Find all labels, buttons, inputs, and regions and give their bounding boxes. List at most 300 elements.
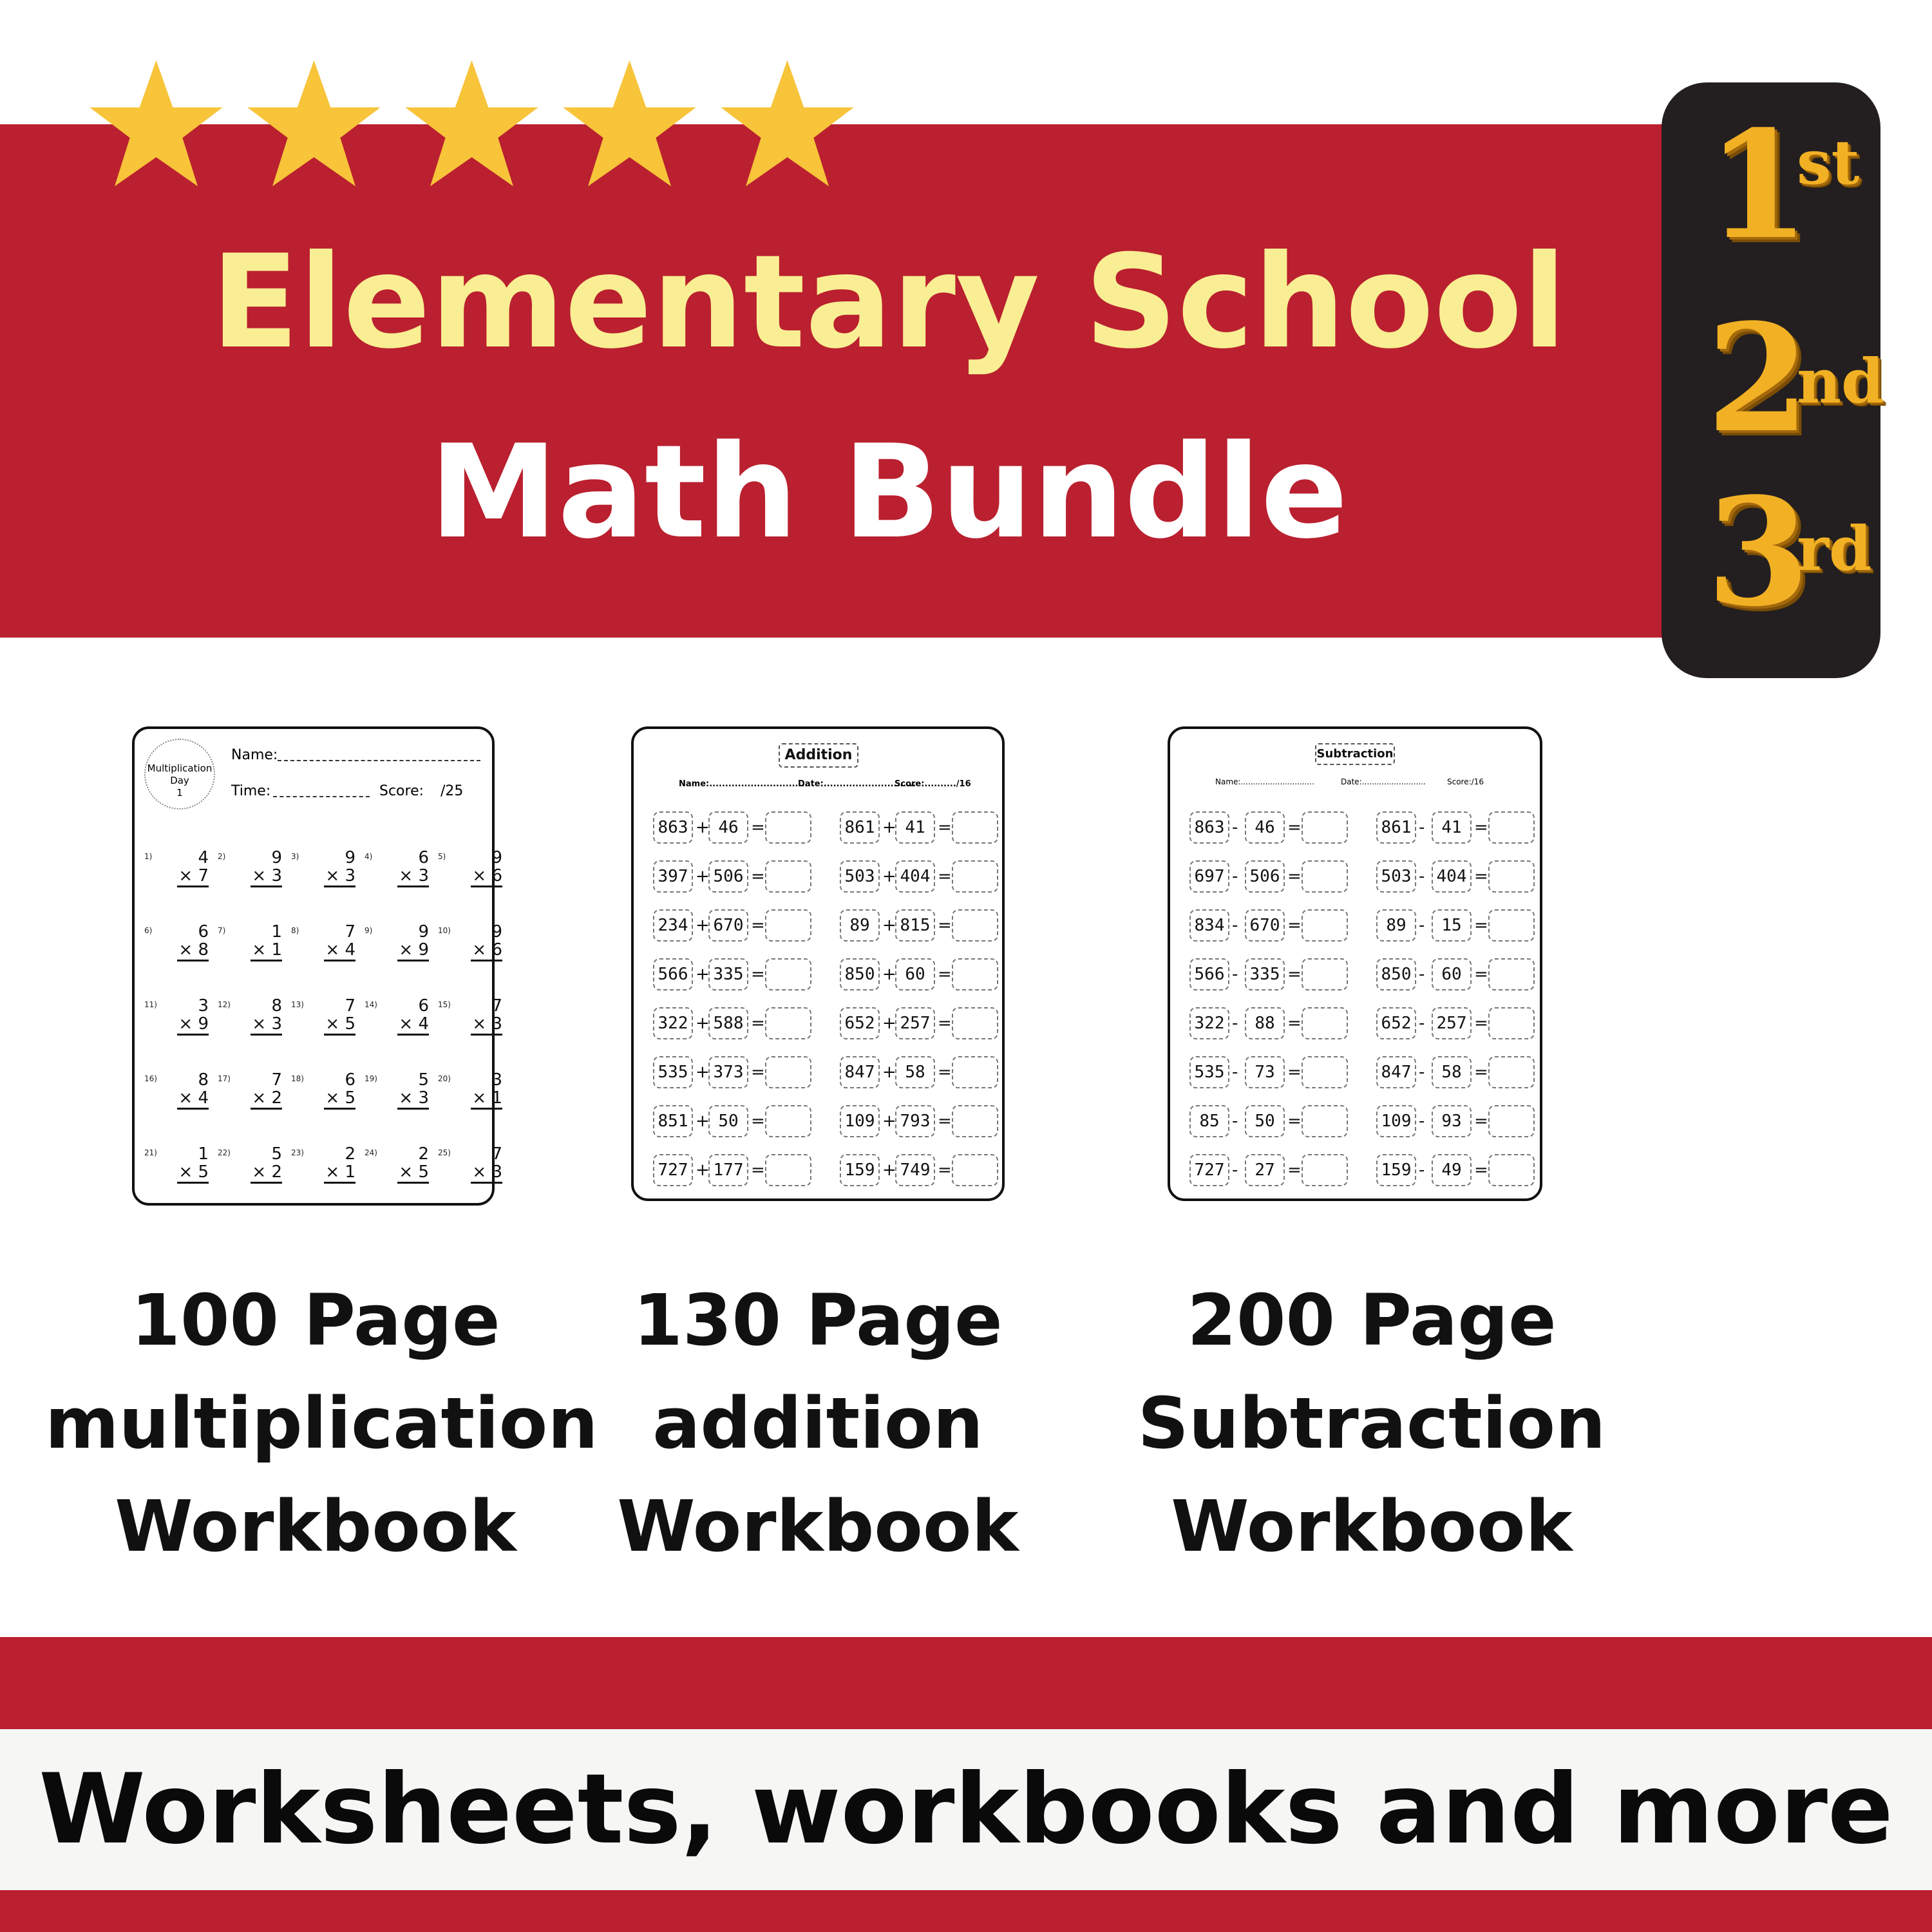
answer-box bbox=[952, 958, 998, 990]
caption-type: Workbook bbox=[617, 1485, 1019, 1567]
equals-sign: = bbox=[1287, 818, 1302, 837]
equals-sign: = bbox=[1474, 1112, 1488, 1131]
operand-box: 41 bbox=[895, 811, 935, 844]
problem-row bbox=[1189, 1056, 1357, 1088]
answer-box bbox=[1302, 1105, 1348, 1137]
problem-top: 9 bbox=[491, 848, 502, 867]
problem-row bbox=[1376, 1007, 1544, 1039]
problem-row bbox=[653, 1007, 820, 1039]
problem-grid bbox=[1170, 811, 1545, 1191]
operand-box: 58 bbox=[1432, 1056, 1472, 1088]
operand-box: 46 bbox=[708, 811, 748, 844]
operand-box: 850 bbox=[1376, 958, 1416, 990]
equals-sign: = bbox=[751, 916, 765, 935]
operand-box: 652 bbox=[840, 1007, 880, 1039]
problem-row bbox=[1189, 958, 1357, 990]
footer-band-bottom bbox=[0, 1890, 1932, 1932]
problem bbox=[365, 1144, 435, 1201]
operator: + bbox=[696, 1063, 710, 1082]
equals-sign: = bbox=[751, 965, 765, 984]
answer-box bbox=[952, 1007, 998, 1039]
operand-box: 159 bbox=[840, 1154, 880, 1186]
answer-box bbox=[952, 909, 998, 942]
sheet-title: Addition bbox=[779, 743, 858, 768]
grade-suffix: st bbox=[1797, 127, 1860, 198]
problem bbox=[291, 1070, 362, 1127]
problem-bottom: × 5 bbox=[324, 1088, 355, 1110]
problem-top: 7 bbox=[345, 996, 355, 1016]
equals-sign: = bbox=[1287, 1063, 1302, 1082]
problem-number: 25) bbox=[438, 1148, 451, 1157]
operand-box: 503 bbox=[1376, 860, 1416, 893]
problem bbox=[218, 922, 289, 979]
problem-number: 2) bbox=[218, 852, 226, 861]
operand-box: 322 bbox=[653, 1007, 693, 1039]
problem bbox=[291, 1144, 362, 1201]
problem-row bbox=[1189, 811, 1357, 844]
problem bbox=[144, 1144, 215, 1201]
problem bbox=[291, 848, 362, 905]
problem-row bbox=[653, 958, 820, 990]
caption-type: Workbook bbox=[1171, 1485, 1573, 1567]
problem-number: 16) bbox=[144, 1074, 157, 1083]
problem-bottom: × 5 bbox=[177, 1162, 209, 1184]
answer-box bbox=[1302, 958, 1348, 990]
problem-bottom: × 7 bbox=[177, 866, 209, 887]
answer-box bbox=[952, 860, 998, 893]
answer-box bbox=[765, 860, 811, 893]
caption-subject: multiplication bbox=[45, 1382, 598, 1464]
product-caption-addition bbox=[560, 1269, 1075, 1578]
name-label: Name:................................. bbox=[679, 779, 815, 789]
operand-box: 727 bbox=[653, 1154, 693, 1186]
problem bbox=[144, 848, 215, 905]
answer-box bbox=[1302, 860, 1348, 893]
operand-box: 670 bbox=[1245, 909, 1285, 942]
answer-box bbox=[765, 909, 811, 942]
addition-worksheet-preview bbox=[631, 726, 1005, 1201]
problem-bottom: × 4 bbox=[177, 1088, 209, 1110]
problem-row bbox=[1189, 1105, 1357, 1137]
equals-sign: = bbox=[938, 1112, 952, 1131]
badge-title: Multiplication bbox=[147, 762, 213, 774]
operator: + bbox=[882, 1160, 896, 1180]
problem-top: 2 bbox=[418, 1144, 429, 1164]
answer-box bbox=[952, 1154, 998, 1186]
operator: - bbox=[1232, 916, 1238, 935]
rating-stars bbox=[87, 55, 860, 193]
problem-bottom: × 1 bbox=[471, 1088, 502, 1110]
problem-top: 7 bbox=[491, 996, 502, 1016]
problem-number: 6) bbox=[144, 926, 153, 935]
problem-bottom: × 1 bbox=[324, 1162, 355, 1184]
equals-sign: = bbox=[751, 818, 765, 837]
answer-box bbox=[765, 958, 811, 990]
problem-bottom: × 1 bbox=[251, 940, 282, 961]
operand-box: 566 bbox=[653, 958, 693, 990]
caption-pages: 130 Page bbox=[633, 1279, 1003, 1361]
star-icon bbox=[402, 55, 541, 193]
operand-box: 257 bbox=[1432, 1007, 1472, 1039]
operand-box: 15 bbox=[1432, 909, 1472, 942]
problem-row bbox=[840, 909, 1007, 942]
problem-bottom: × 2 bbox=[251, 1088, 282, 1110]
answer-box bbox=[952, 1056, 998, 1088]
operand-box: 397 bbox=[653, 860, 693, 893]
operator: - bbox=[1232, 818, 1238, 837]
problem bbox=[365, 848, 435, 905]
operator: - bbox=[1232, 1063, 1238, 1082]
answer-box bbox=[1488, 860, 1535, 893]
operator: + bbox=[882, 818, 896, 837]
problem-top: 8 bbox=[271, 996, 282, 1016]
name-label: Name: bbox=[231, 747, 278, 763]
star-icon bbox=[718, 55, 857, 193]
operator: + bbox=[882, 1014, 896, 1033]
operator: - bbox=[1419, 916, 1425, 935]
answer-box bbox=[952, 811, 998, 844]
operand-box: 60 bbox=[895, 958, 935, 990]
operand-box: 93 bbox=[1432, 1105, 1472, 1137]
problem-number: 4) bbox=[365, 852, 373, 861]
grade-suffix: rd bbox=[1797, 513, 1872, 585]
star-icon bbox=[87, 55, 225, 193]
problem-top: 5 bbox=[271, 1144, 282, 1164]
title-line-2: Math Bundle bbox=[429, 417, 1349, 567]
problem-top: 6 bbox=[418, 848, 429, 867]
operator: + bbox=[696, 916, 710, 935]
operand-box: 652 bbox=[1376, 1007, 1416, 1039]
sheet-title: Subtraction bbox=[1315, 743, 1395, 765]
operator: + bbox=[696, 1014, 710, 1033]
date-label: Date:............................. bbox=[798, 779, 916, 789]
equals-sign: = bbox=[1287, 916, 1302, 935]
equals-sign: = bbox=[1287, 867, 1302, 886]
badge-day-label: Day bbox=[170, 775, 189, 786]
operand-box: 566 bbox=[1189, 958, 1229, 990]
problem-row bbox=[840, 860, 1007, 893]
problem-top: 1 bbox=[198, 1144, 209, 1164]
answer-box bbox=[1302, 1154, 1348, 1186]
time-line bbox=[273, 796, 370, 797]
answer-box bbox=[1488, 1105, 1535, 1137]
problem-number: 21) bbox=[144, 1148, 157, 1157]
problem-top: 6 bbox=[345, 1070, 355, 1090]
problem-top: 9 bbox=[491, 922, 502, 942]
problem-bottom: × 9 bbox=[177, 1014, 209, 1036]
problem-row bbox=[1376, 958, 1544, 990]
problem-number: 20) bbox=[438, 1074, 451, 1083]
operand-box: 257 bbox=[895, 1007, 935, 1039]
operand-box: 49 bbox=[1432, 1154, 1472, 1186]
equals-sign: = bbox=[1474, 965, 1488, 984]
operand-box: 863 bbox=[653, 811, 693, 844]
problem-bottom: × 4 bbox=[324, 940, 355, 961]
problem-bottom: × 5 bbox=[397, 1162, 429, 1184]
badge-day-number: 1 bbox=[176, 787, 183, 799]
problem-row bbox=[1189, 1154, 1357, 1186]
grade-number: 3 bbox=[1707, 466, 1810, 639]
problem bbox=[438, 848, 509, 905]
problem-bottom: × 3 bbox=[397, 1088, 429, 1110]
operand-box: 506 bbox=[708, 860, 748, 893]
score-label: Score:/16 bbox=[1447, 777, 1484, 786]
score-label: Score: bbox=[379, 783, 424, 799]
problem bbox=[438, 996, 509, 1053]
problem-row bbox=[653, 1056, 820, 1088]
problem-number: 3) bbox=[291, 852, 299, 861]
time-label: Time: bbox=[231, 783, 271, 799]
problem-row bbox=[653, 811, 820, 844]
equals-sign: = bbox=[1287, 965, 1302, 984]
operator: + bbox=[882, 1112, 896, 1131]
problem-row bbox=[653, 1105, 820, 1137]
operator: - bbox=[1419, 965, 1425, 984]
operand-box: 159 bbox=[1376, 1154, 1416, 1186]
answer-box bbox=[1302, 811, 1348, 844]
problem-row bbox=[840, 1007, 1007, 1039]
problem-row bbox=[1376, 1154, 1544, 1186]
operand-box: 85 bbox=[1189, 1105, 1229, 1137]
operand-box: 815 bbox=[895, 909, 935, 942]
problem-top: 7 bbox=[491, 1144, 502, 1164]
equals-sign: = bbox=[751, 867, 765, 886]
answer-box bbox=[1302, 909, 1348, 942]
operator: + bbox=[882, 1063, 896, 1082]
operand-box: 58 bbox=[895, 1056, 935, 1088]
problem-row bbox=[653, 1154, 820, 1186]
problem-number: 12) bbox=[218, 1000, 231, 1009]
problem-row bbox=[1376, 1056, 1544, 1088]
problem-bottom: × 3 bbox=[471, 1014, 502, 1036]
problem-bottom: × 3 bbox=[471, 1162, 502, 1184]
equals-sign: = bbox=[938, 1014, 952, 1033]
operator: - bbox=[1419, 1160, 1425, 1180]
name-line bbox=[278, 760, 480, 761]
operator: - bbox=[1232, 1014, 1238, 1033]
answer-box bbox=[1488, 1007, 1535, 1039]
equals-sign: = bbox=[938, 965, 952, 984]
operand-box: 88 bbox=[1245, 1007, 1285, 1039]
problem-bottom: × 8 bbox=[177, 940, 209, 961]
problem bbox=[144, 1070, 215, 1127]
answer-box bbox=[765, 1007, 811, 1039]
operator: - bbox=[1419, 1063, 1425, 1082]
operand-box: 535 bbox=[653, 1056, 693, 1088]
multiplication-worksheet-preview bbox=[132, 726, 502, 1206]
problem-top: 5 bbox=[418, 1070, 429, 1090]
problem-number: 5) bbox=[438, 852, 446, 861]
problem bbox=[218, 996, 289, 1053]
problem bbox=[438, 1070, 509, 1127]
footer-band-top bbox=[0, 1637, 1932, 1729]
operand-box: 851 bbox=[653, 1105, 693, 1137]
operator: - bbox=[1232, 867, 1238, 886]
operand-box: 670 bbox=[708, 909, 748, 942]
equals-sign: = bbox=[1474, 818, 1488, 837]
caption-pages: 200 Page bbox=[1187, 1279, 1557, 1361]
problem-number: 14) bbox=[365, 1000, 377, 1009]
problem-number: 9) bbox=[365, 926, 373, 935]
problem-bottom: × 3 bbox=[324, 866, 355, 887]
operator: - bbox=[1419, 1112, 1425, 1131]
problem-number: 24) bbox=[365, 1148, 377, 1157]
problem-bottom: × 3 bbox=[251, 1014, 282, 1036]
operand-box: 27 bbox=[1245, 1154, 1285, 1186]
problem-row bbox=[1189, 1007, 1357, 1039]
problem-top: 2 bbox=[345, 1144, 355, 1164]
answer-box bbox=[765, 1056, 811, 1088]
problem-bottom: × 3 bbox=[397, 866, 429, 887]
operand-box: 373 bbox=[708, 1056, 748, 1088]
problem bbox=[144, 996, 215, 1053]
problem-number: 1) bbox=[144, 852, 153, 861]
operator: + bbox=[696, 965, 710, 984]
operand-box: 847 bbox=[840, 1056, 880, 1088]
answer-box bbox=[1488, 958, 1535, 990]
problem-top: 3 bbox=[491, 1070, 502, 1090]
problem-top: 9 bbox=[345, 848, 355, 867]
problem-row bbox=[840, 1056, 1007, 1088]
answer-box bbox=[1488, 909, 1535, 942]
product-caption-subtraction bbox=[1114, 1269, 1629, 1578]
operator: + bbox=[696, 818, 710, 837]
operand-box: 847 bbox=[1376, 1056, 1416, 1088]
problem-number: 15) bbox=[438, 1000, 451, 1009]
grade-second bbox=[1707, 292, 1884, 466]
problem-row bbox=[840, 1154, 1007, 1186]
problem bbox=[218, 848, 289, 905]
equals-sign: = bbox=[751, 1112, 765, 1131]
equals-sign: = bbox=[938, 1160, 952, 1180]
operand-box: 234 bbox=[653, 909, 693, 942]
subtraction-worksheet-preview bbox=[1168, 726, 1542, 1201]
problem-number: 23) bbox=[291, 1148, 304, 1157]
problem-row bbox=[1376, 1105, 1544, 1137]
problem bbox=[291, 996, 362, 1053]
operand-box: 335 bbox=[1245, 958, 1285, 990]
problem-top: 8 bbox=[198, 1070, 209, 1090]
operand-box: 697 bbox=[1189, 860, 1229, 893]
operand-box: 60 bbox=[1432, 958, 1472, 990]
equals-sign: = bbox=[938, 1063, 952, 1082]
equals-sign: = bbox=[1474, 867, 1488, 886]
operand-box: 793 bbox=[895, 1105, 935, 1137]
equals-sign: = bbox=[1287, 1112, 1302, 1131]
problem-top: 6 bbox=[198, 922, 209, 942]
answer-box bbox=[765, 811, 811, 844]
star-icon bbox=[245, 55, 383, 193]
footer-tagline: Worksheets, workbooks and more bbox=[39, 1754, 1893, 1866]
caption-subject: Subtraction bbox=[1137, 1382, 1606, 1464]
operand-box: 834 bbox=[1189, 909, 1229, 942]
problem-row bbox=[1376, 909, 1544, 942]
problem-bottom: × 2 bbox=[251, 1162, 282, 1184]
equals-sign: = bbox=[1474, 1063, 1488, 1082]
problem-number: 22) bbox=[218, 1148, 231, 1157]
operator: - bbox=[1419, 867, 1425, 886]
operand-box: 46 bbox=[1245, 811, 1285, 844]
problem-bottom: × 6 bbox=[471, 866, 502, 887]
problem-row bbox=[840, 958, 1007, 990]
problem-row bbox=[1189, 909, 1357, 942]
equals-sign: = bbox=[1474, 1160, 1488, 1180]
problem bbox=[438, 922, 509, 979]
operator: + bbox=[882, 916, 896, 935]
operand-box: 404 bbox=[895, 860, 935, 893]
operand-box: 506 bbox=[1245, 860, 1285, 893]
answer-box bbox=[765, 1105, 811, 1137]
problem bbox=[365, 996, 435, 1053]
operator: - bbox=[1419, 1014, 1425, 1033]
problem-bottom: × 9 bbox=[397, 940, 429, 961]
grade-levels-panel bbox=[1662, 82, 1884, 678]
operand-box: 861 bbox=[1376, 811, 1416, 844]
operand-box: 588 bbox=[708, 1007, 748, 1039]
problem-row bbox=[653, 860, 820, 893]
operand-box: 50 bbox=[1245, 1105, 1285, 1137]
problem-top: 9 bbox=[271, 848, 282, 867]
problem-bottom: × 4 bbox=[397, 1014, 429, 1036]
problem bbox=[218, 1070, 289, 1127]
operator: - bbox=[1232, 1160, 1238, 1180]
operand-box: 109 bbox=[840, 1105, 880, 1137]
star-icon bbox=[560, 55, 699, 193]
problem bbox=[291, 922, 362, 979]
problem bbox=[438, 1144, 509, 1201]
problem-number: 8) bbox=[291, 926, 299, 935]
caption-subject: addition bbox=[652, 1382, 983, 1464]
problem-top: 7 bbox=[345, 922, 355, 942]
operand-box: 322 bbox=[1189, 1007, 1229, 1039]
name-label: Name:.............................. bbox=[1215, 777, 1314, 786]
operand-box: 861 bbox=[840, 811, 880, 844]
equals-sign: = bbox=[938, 867, 952, 886]
operand-box: 749 bbox=[895, 1154, 935, 1186]
equals-sign: = bbox=[938, 818, 952, 837]
equals-sign: = bbox=[751, 1160, 765, 1180]
answer-box bbox=[1488, 1056, 1535, 1088]
operand-box: 89 bbox=[1376, 909, 1416, 942]
problem-top: 6 bbox=[418, 996, 429, 1016]
grade-suffix: nd bbox=[1797, 346, 1884, 417]
problem-row bbox=[1376, 860, 1544, 893]
caption-type: Workbook bbox=[115, 1485, 516, 1567]
problem-grid bbox=[634, 811, 1007, 1191]
operand-box: 335 bbox=[708, 958, 748, 990]
grade-number: 2 bbox=[1707, 292, 1810, 466]
operator: + bbox=[696, 1160, 710, 1180]
operand-box: 109 bbox=[1376, 1105, 1416, 1137]
operand-box: 850 bbox=[840, 958, 880, 990]
product-caption-multiplication bbox=[45, 1269, 598, 1578]
problem-top: 7 bbox=[271, 1070, 282, 1090]
problem bbox=[144, 922, 215, 979]
date-label: Date:.......................... bbox=[1341, 777, 1426, 786]
grade-first bbox=[1707, 99, 1874, 272]
problem-number: 19) bbox=[365, 1074, 377, 1083]
answer-box bbox=[1488, 1154, 1535, 1186]
answer-box bbox=[1488, 811, 1535, 844]
equals-sign: = bbox=[1474, 916, 1488, 935]
equals-sign: = bbox=[1287, 1014, 1302, 1033]
problem bbox=[365, 1070, 435, 1127]
problem-row bbox=[840, 1105, 1007, 1137]
equals-sign: = bbox=[938, 916, 952, 935]
problem-number: 11) bbox=[144, 1000, 157, 1009]
operator: + bbox=[882, 965, 896, 984]
problem-number: 13) bbox=[291, 1000, 304, 1009]
